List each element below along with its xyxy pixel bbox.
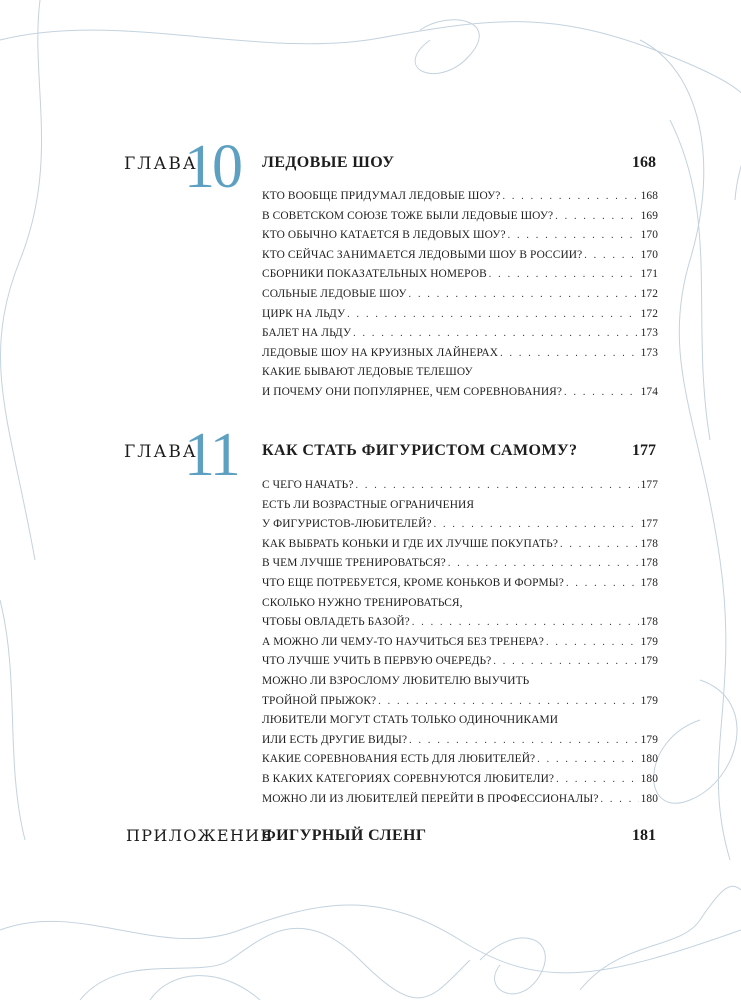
- toc-entry-page: 178: [640, 537, 658, 550]
- toc-entry: [262, 190, 658, 210]
- toc-entry-page: 179: [640, 694, 658, 707]
- dot-leader: [434, 519, 639, 530]
- toc-entry-title: ЛЮБИТЕЛИ МОГУТ СТАТЬ ТОЛЬКО ОДИНОЧНИКАМИ: [262, 714, 559, 727]
- dot-leader: [378, 696, 638, 707]
- toc-entry-title: КТО ВООБЩЕ ПРИДУМАЛ ЛЕДОВЫЕ ШОУ?: [262, 190, 501, 202]
- dot-leader: [502, 191, 638, 202]
- dot-leader: [555, 211, 638, 222]
- toc-entry-page: 172: [640, 307, 658, 320]
- toc-entry-title: У ФИГУРИСТОВ-ЛЮБИТЕЛЕЙ?: [262, 518, 432, 531]
- toc-entry: [262, 538, 658, 558]
- toc-entry-page: 170: [640, 229, 658, 242]
- toc-entry-page: 174: [640, 385, 658, 398]
- toc-entry-title: В ЧЕМ ЛУЧШЕ ТРЕНИРОВАТЬСЯ?: [262, 557, 446, 570]
- toc-entry-title: КАК ВЫБРАТЬ КОНЬКИ И ГДЕ ИХ ЛУЧШЕ ПОКУПАТЬ?: [262, 537, 558, 550]
- toc-entry: [262, 557, 658, 577]
- chapter-title: КАК СТАТЬ ФИГУРИСТОМ САМОМУ?: [262, 442, 578, 459]
- dot-leader: [537, 754, 638, 765]
- toc-entry-title: СКОЛЬКО НУЖНО ТРЕНИРОВАТЬСЯ,: [262, 596, 463, 609]
- toc-entry-title: СОЛЬНЫЕ ЛЕДОВЫЕ ШОУ: [262, 287, 407, 300]
- chapter-number: 11: [184, 421, 238, 489]
- toc-entry-title: СБОРНИКИ ПОКАЗАТЕЛЬНЫХ НОМЕРОВ: [262, 268, 487, 281]
- toc-entry: [262, 518, 658, 538]
- toc-entry-title: И ПОЧЕМУ ОНИ ПОПУЛЯРНЕЕ, ЧЕМ СОРЕВНОВАНИЯ?: [262, 385, 563, 398]
- dot-leader: [448, 558, 639, 569]
- toc-entry: [262, 695, 658, 715]
- dot-leader: [560, 539, 639, 550]
- dot-leader: [566, 578, 639, 589]
- toc-entry-page: 168: [640, 190, 658, 202]
- chapter-page-number: 177: [632, 442, 656, 459]
- toc-entry-title: ЧТО ЕЩЕ ПОТРЕБУЕТСЯ, КРОМЕ КОНЬКОВ И ФОРМЫ?: [262, 576, 564, 589]
- toc-entry-page: 177: [640, 518, 658, 531]
- toc-entry-page: 178: [640, 576, 658, 589]
- toc-entry-title: В КАКИХ КАТЕГОРИЯХ СОРЕВНУЮТСЯ ЛЮБИТЕЛИ?: [262, 772, 555, 785]
- toc-entry: [262, 636, 658, 656]
- toc-entry: [262, 499, 658, 519]
- toc-entry: [262, 347, 658, 367]
- toc-entry-title: ЦИРК НА ЛЬДУ: [262, 307, 346, 320]
- toc-entry-title: ИЛИ ЕСТЬ ДРУГИЕ ВИДЫ?: [262, 733, 408, 746]
- dot-leader: [584, 250, 638, 261]
- toc-entry-page: 178: [640, 557, 658, 570]
- toc-entry-page: 180: [640, 792, 658, 805]
- toc-entry: [262, 734, 658, 754]
- toc-entry-title: КТО СЕЙЧАС ЗАНИМАЕТСЯ ЛЕДОВЫМИ ШОУ В РОССИИ?: [262, 248, 583, 261]
- toc-entry-title: МОЖНО ЛИ ВЗРОСЛОМУ ЛЮБИТЕЛЮ ВЫУЧИТЬ: [262, 674, 530, 687]
- toc-entry-page: 177: [640, 479, 658, 491]
- toc-entry: [262, 249, 658, 269]
- toc-entries: [262, 190, 658, 406]
- toc-entry-page: 170: [640, 248, 658, 261]
- toc-entry-title: В СОВЕТСКОМ СОЮЗЕ ТОЖЕ БЫЛИ ЛЕДОВЫЕ ШОУ?: [262, 209, 554, 222]
- toc-entry: [262, 479, 658, 499]
- toc-entry-title: КАКИЕ СОРЕВНОВАНИЯ ЕСТЬ ДЛЯ ЛЮБИТЕЛЕЙ?: [262, 753, 536, 766]
- appendix-label: ПРИЛОЖЕНИЕ: [126, 826, 274, 845]
- chapter-title: ЛЕДОВЫЕ ШОУ: [262, 154, 395, 171]
- dot-leader: [546, 637, 639, 648]
- dot-leader: [412, 617, 639, 628]
- dot-leader: [508, 230, 639, 241]
- toc-entry: [262, 366, 658, 386]
- toc-entry-page: 179: [640, 635, 658, 648]
- toc-entry: [262, 655, 658, 675]
- chapter-page-number: 168: [632, 154, 656, 171]
- toc-entry: [262, 288, 658, 308]
- toc-entry: [262, 616, 658, 636]
- chapter-number: 10: [184, 133, 240, 201]
- dot-leader: [556, 774, 639, 785]
- dot-leader: [601, 794, 639, 805]
- toc-entry-page: 172: [640, 287, 658, 300]
- dot-leader: [355, 480, 638, 491]
- toc-entry: [262, 327, 658, 347]
- toc-entry-page: 179: [640, 655, 658, 668]
- toc-entries: [262, 479, 658, 812]
- toc-entry: [262, 714, 658, 734]
- toc-entry: [262, 675, 658, 695]
- toc-entry: [262, 753, 658, 773]
- chapter-label: ГЛАВА: [124, 442, 198, 462]
- toc-entry: [262, 210, 658, 230]
- dot-leader: [409, 735, 638, 746]
- dot-leader: [564, 387, 639, 398]
- toc-entry-page: 180: [640, 753, 658, 766]
- toc-entry-page: 173: [640, 327, 658, 340]
- toc-entry-title: БАЛЕТ НА ЛЬДУ: [262, 327, 352, 340]
- toc-entry-page: 171: [640, 268, 658, 281]
- toc-entry-page: 173: [640, 346, 658, 359]
- toc-entry-title: ЧТОБЫ ОВЛАДЕТЬ БАЗОЙ?: [262, 616, 410, 629]
- toc-entry: [262, 773, 658, 793]
- toc-entry-page: 178: [640, 616, 658, 629]
- toc-entry: [262, 229, 658, 249]
- toc-entry-title: КАКИЕ БЫВАЮТ ЛЕДОВЫЕ ТЕЛЕШОУ: [262, 366, 473, 379]
- appendix-page-number: 181: [632, 827, 656, 844]
- toc-entry: [262, 268, 658, 288]
- dot-leader: [409, 289, 639, 300]
- toc-entry-title: МОЖНО ЛИ ИЗ ЛЮБИТЕЛЕЙ ПЕРЕЙТИ В ПРОФЕССИОНАЛЫ?: [262, 792, 599, 805]
- toc-entry-title: С ЧЕГО НАЧАТЬ?: [262, 479, 354, 491]
- toc-entry-title: ТРОЙНОЙ ПРЫЖОК?: [262, 694, 377, 707]
- toc-entry-page: 180: [640, 772, 658, 785]
- toc-entry: [262, 597, 658, 617]
- toc-entry-title: ЧТО ЛУЧШЕ УЧИТЬ В ПЕРВУЮ ОЧЕРЕДЬ?: [262, 655, 492, 668]
- chapter-label: ГЛАВА: [124, 154, 198, 174]
- toc-entry: [262, 577, 658, 597]
- toc-entry-title: ЕСТЬ ЛИ ВОЗРАСТНЫЕ ОГРАНИЧЕНИЯ: [262, 498, 475, 511]
- toc-entry-page: 169: [640, 209, 658, 222]
- appendix-title: ФИГУРНЫЙ СЛЕНГ: [262, 827, 427, 844]
- dot-leader: [500, 348, 639, 359]
- dot-leader: [493, 656, 638, 667]
- dot-leader: [489, 269, 639, 280]
- toc-entry: [262, 308, 658, 328]
- toc-entry-title: ЛЕДОВЫЕ ШОУ НА КРУИЗНЫХ ЛАЙНЕРАХ: [262, 346, 499, 359]
- dot-leader: [347, 309, 638, 320]
- toc-entry-title: А МОЖНО ЛИ ЧЕМУ-ТО НАУЧИТЬСЯ БЕЗ ТРЕНЕРА?: [262, 635, 544, 648]
- dot-leader: [353, 328, 638, 339]
- toc-entry-page: 179: [640, 733, 658, 746]
- toc-entry: [262, 386, 658, 406]
- toc-entry-title: КТО ОБЫЧНО КАТАЕТСЯ В ЛЕДОВЫХ ШОУ?: [262, 229, 506, 242]
- toc-entry: [262, 793, 658, 813]
